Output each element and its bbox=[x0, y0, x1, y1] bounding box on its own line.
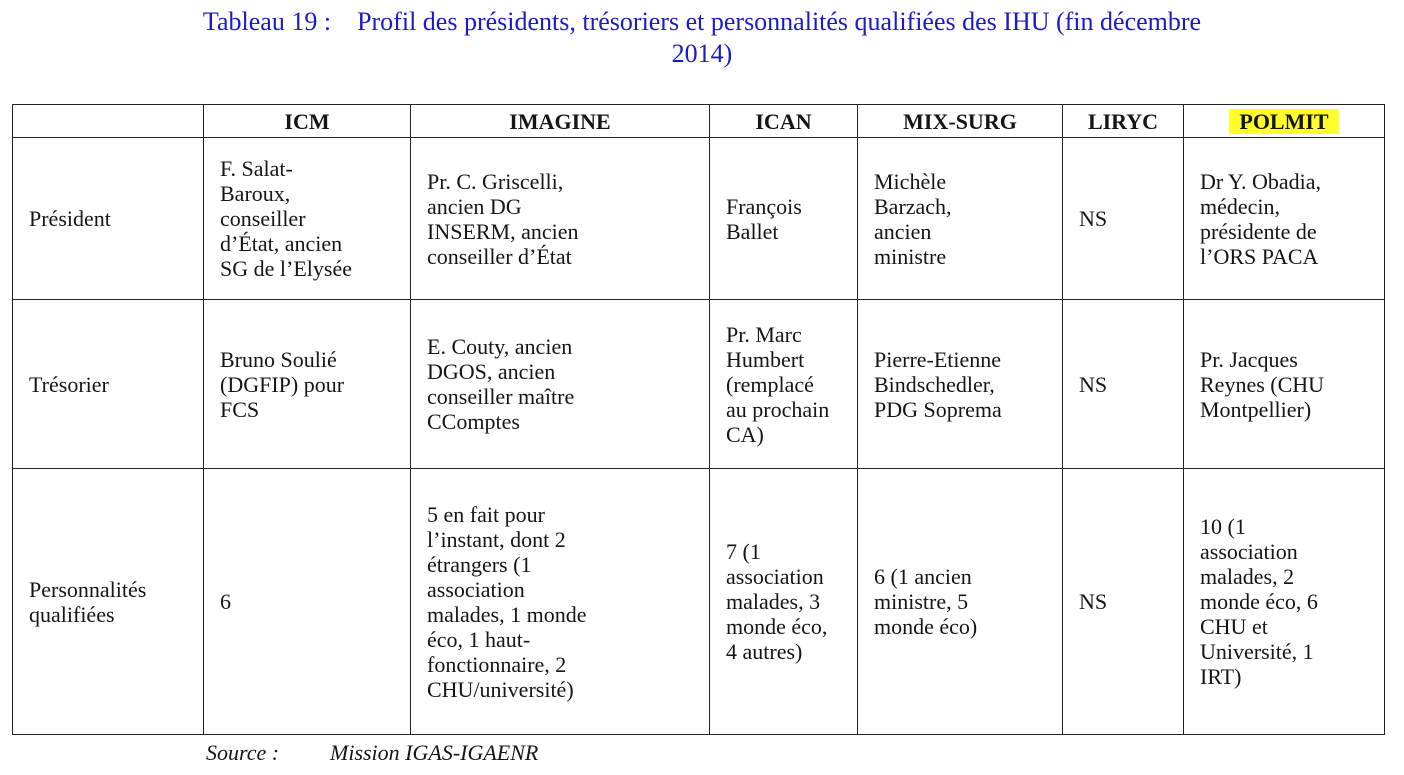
row-label-president: Président bbox=[13, 138, 204, 300]
cell-personnalites-icm: 6 bbox=[204, 469, 411, 735]
cell-tresorier-icm: Bruno Soulié (DGFIP) pour FCS bbox=[204, 300, 411, 469]
table-caption bbox=[0, 6, 1404, 70]
header-ican: ICAN bbox=[710, 105, 858, 138]
cell-tresorier-polmit: Pr. Jacques Reynes (CHU Montpellier) bbox=[1184, 300, 1385, 469]
cell-president-polmit: Dr Y. Obadia, médecin, présidente de l’ORS PACA bbox=[1184, 138, 1385, 300]
row-label-personnalites: Personnalités qualifiées bbox=[13, 469, 204, 735]
table-row-president bbox=[13, 138, 1385, 300]
highlighted-polmit: POLMIT bbox=[1229, 109, 1338, 134]
source-note bbox=[206, 739, 538, 767]
header-icm: ICM bbox=[204, 105, 411, 138]
cell-president-liryc: NS bbox=[1063, 138, 1184, 300]
cell-president-mix-surg: Michèle Barzach, ancien ministre bbox=[858, 138, 1063, 300]
header-polmit bbox=[1184, 105, 1385, 138]
cell-tresorier-imagine: E. Couty, ancien DGOS, ancien conseiller maître CComptes bbox=[411, 300, 710, 469]
header-mix-surg: MIX-SURG bbox=[858, 105, 1063, 138]
cell-personnalites-ican: 7 (1 association malades, 3 monde éco, 4 autres) bbox=[710, 469, 858, 735]
ihu-profile-table bbox=[12, 104, 1385, 735]
source-text: Mission IGAS-IGAENR bbox=[330, 740, 539, 765]
caption-line-1 bbox=[0, 6, 1404, 38]
cell-president-ican: François Ballet bbox=[710, 138, 858, 300]
cell-tresorier-liryc: NS bbox=[1063, 300, 1184, 469]
cell-tresorier-ican: Pr. Marc Humbert (remplacé au prochain CA) bbox=[710, 300, 858, 469]
cell-tresorier-mix-surg: Pierre-Etienne Bindschedler, PDG Soprema bbox=[858, 300, 1063, 469]
cell-personnalites-liryc: NS bbox=[1063, 469, 1184, 735]
table-row-personnalites bbox=[13, 469, 1385, 735]
caption-title: Profil des présidents, trésoriers et personnalités qualifiées des IHU (fin décembre bbox=[357, 7, 1202, 36]
header-empty bbox=[13, 105, 204, 138]
caption-title-continued: 2014) bbox=[671, 39, 733, 68]
cell-personnalites-imagine: 5 en fait pour l’instant, dont 2 étrangers (1 association malades, 1 monde éco, 1 haut- fonctionnaire, 2 CHU/université) bbox=[411, 469, 710, 735]
header-liryc: LIRYC bbox=[1063, 105, 1184, 138]
header-imagine: IMAGINE bbox=[411, 105, 710, 138]
header-row bbox=[13, 105, 1385, 138]
table-row-tresorier bbox=[13, 300, 1385, 469]
cell-personnalites-polmit: 10 (1 association malades, 2 monde éco, 6 CHU et Université, 1 IRT) bbox=[1184, 469, 1385, 735]
row-label-tresorier: Trésorier bbox=[13, 300, 204, 469]
table-number: Tableau 19 : bbox=[202, 7, 332, 36]
source-label: Source : bbox=[206, 740, 280, 765]
cell-personnalites-mix-surg: 6 (1 ancien ministre, 5 monde éco) bbox=[858, 469, 1063, 735]
cell-president-imagine: Pr. C. Griscelli, ancien DG INSERM, ancien conseiller d’État bbox=[411, 138, 710, 300]
cell-president-icm: F. Salat- Baroux, conseiller d’État, ancien SG de l’Elysée bbox=[204, 138, 411, 300]
